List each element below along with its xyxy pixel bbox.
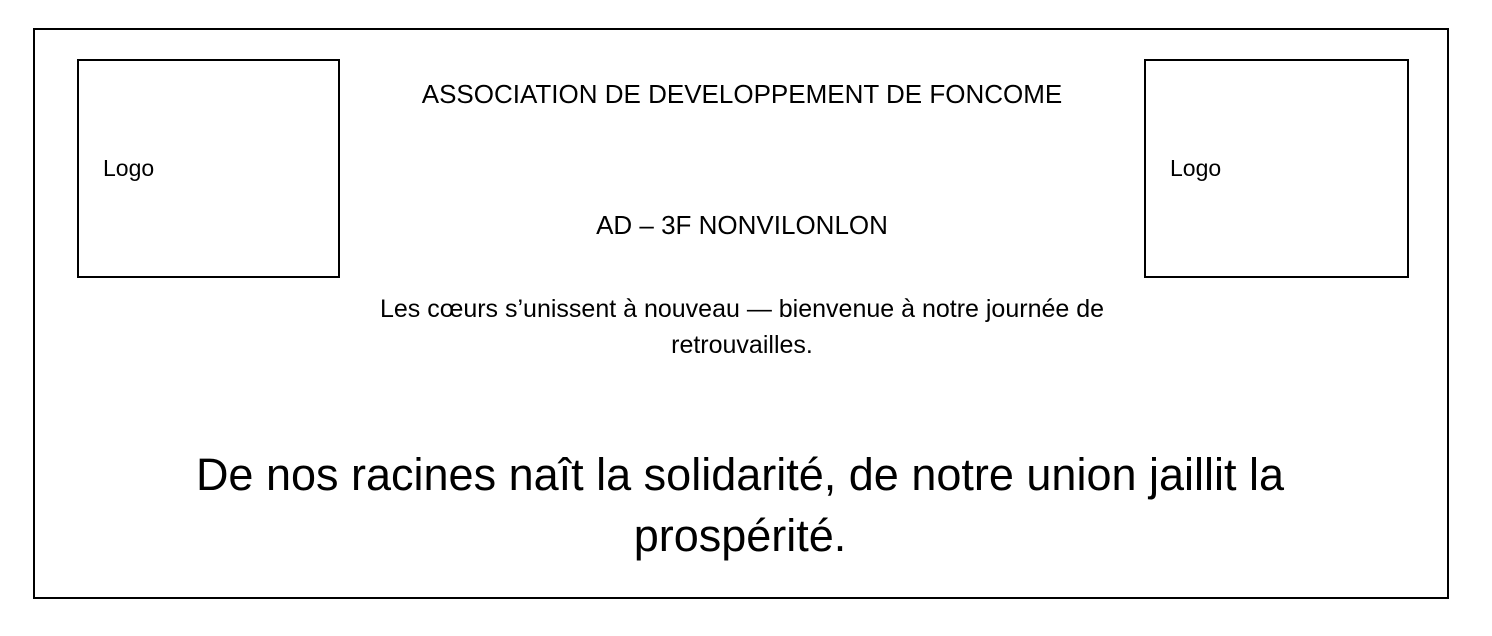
organization-subtitle: AD – 3F NONVILONLON xyxy=(596,210,888,240)
motto-text: De nos racines naît la solidarité, de notre union jaillit la prospérité. xyxy=(195,449,1285,561)
logo-placeholder-left-label: Logo xyxy=(103,154,155,181)
logo-placeholder-right-label: Logo xyxy=(1170,154,1222,181)
organization-title: ASSOCIATION DE DEVELOPPEMENT DE FONCOME xyxy=(421,79,1063,109)
logo-placeholder-left xyxy=(77,59,340,278)
welcome-message: Les cœurs s’unissent à nouveau — bienvenue à notre journée de retrouvailles. xyxy=(379,295,1105,360)
event-banner xyxy=(33,28,1449,599)
logo-placeholder-right xyxy=(1144,59,1409,278)
